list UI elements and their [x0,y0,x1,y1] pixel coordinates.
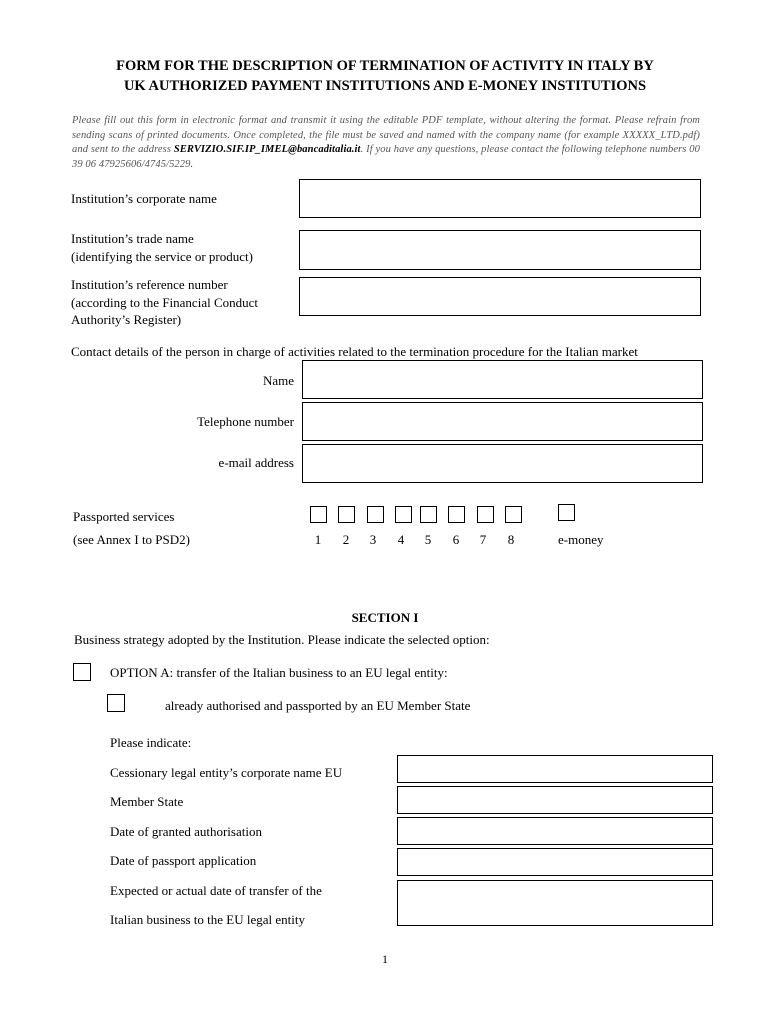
reference-number-label-line-3: Authority’s Register) [71,312,182,327]
page-number: 1 [382,952,388,966]
trade-name-label [71,230,253,265]
service-number-5: 5 [424,532,432,547]
service-number-8: 8 [507,532,515,547]
emoney-checkbox[interactable] [558,504,575,521]
reference-number-label-line-1: Institution’s reference number [71,277,228,292]
service-3-checkbox[interactable] [367,506,384,523]
trade-name-label-line-1: Institution’s trade name [71,231,194,246]
service-number-7: 7 [479,532,487,547]
service-number-1: 1 [314,532,322,547]
reference-number-label [71,276,258,329]
transfer-date-label-line-2: Italian business to the EU legal entity [110,912,305,927]
cessionary-name-label: Cessionary legal entity’s corporate name EU [110,765,343,780]
service-number-2: 2 [342,532,350,547]
contact-telephone-input[interactable] [302,402,703,441]
already-authorised-checkbox[interactable] [107,694,125,712]
form-title-line-1: FORM FOR THE DESCRIPTION OF TERMINATION OF ACTIVITY IN ITALY BY [116,58,654,74]
corporate-name-input[interactable] [299,179,701,218]
option-a-label: OPTION A: transfer of the Italian business to an EU legal entity: [110,665,448,680]
already-authorised-label: already authorised and passported by an EU Member State [165,698,471,713]
contact-email-label: e-mail address [218,455,294,470]
passported-services-label: Passported services [73,509,175,524]
section-1-heading: SECTION I [351,610,419,625]
transfer-date-label-line-1: Expected or actual date of transfer of the [110,883,322,898]
reference-number-input[interactable] [299,277,701,316]
date-authorisation-input[interactable] [397,817,713,845]
service-number-6: 6 [452,532,460,547]
business-strategy-text: Business strategy adopted by the Institution. Please indicate the selected option: [74,632,490,647]
contact-telephone-label: Telephone number [197,414,294,429]
corporate-name-label: Institution’s corporate name [71,191,217,206]
cessionary-name-input[interactable] [397,755,713,783]
service-8-checkbox[interactable] [505,506,522,523]
contact-email-input[interactable] [302,444,703,483]
service-5-checkbox[interactable] [420,506,437,523]
date-passport-label: Date of passport application [110,853,257,868]
option-a-checkbox[interactable] [73,663,91,681]
passported-services-annex: (see Annex I to PSD2) [73,532,190,547]
trade-name-input[interactable] [299,230,701,270]
instructions-text: Please fill out this form in electronic format and transmit it using the editable PDF template, without altering the format. Please refrain from sending scans of printed documents. Once completed, the file must be saved and named with the company name (for example XXXXX_LTD.pdf) and sent to the address [72,115,700,155]
service-1-checkbox[interactable] [310,506,327,523]
service-6-checkbox[interactable] [448,506,465,523]
member-state-label: Member State [110,794,184,809]
service-number-3: 3 [369,532,377,547]
please-indicate-label: Please indicate: [110,735,192,750]
service-number-4: 4 [397,532,405,547]
trade-name-label-line-2: (identifying the service or product) [71,248,253,264]
transfer-date-input[interactable] [397,880,713,926]
contact-heading: Contact details of the person in charge of activities related to the termination procedure for the Italian market [71,344,638,359]
date-authorisation-label: Date of granted authorisation [110,824,262,839]
service-4-checkbox[interactable] [395,506,412,523]
form-title-line-2: UK AUTHORIZED PAYMENT INSTITUTIONS AND E-MONEY INSTITUTIONS [123,78,647,94]
service-2-checkbox[interactable] [338,506,355,523]
date-passport-input[interactable] [397,848,713,876]
submission-email: SERVIZIO.SIF.IP_IMEL@bancaditalia.it [173,144,361,155]
instructions-contact-text: . If you have any questions, please contact the following telephone numbers 00 39 06 47925606/4745/5229. [72,144,700,170]
contact-name-input[interactable] [302,360,703,399]
instructions-paragraph [72,114,700,172]
emoney-label: e-money [558,532,604,547]
contact-name-label: Name [262,373,294,388]
member-state-input[interactable] [397,786,713,814]
reference-number-label-line-2: (according to the Financial Conduct [71,294,259,310]
service-7-checkbox[interactable] [477,506,494,523]
